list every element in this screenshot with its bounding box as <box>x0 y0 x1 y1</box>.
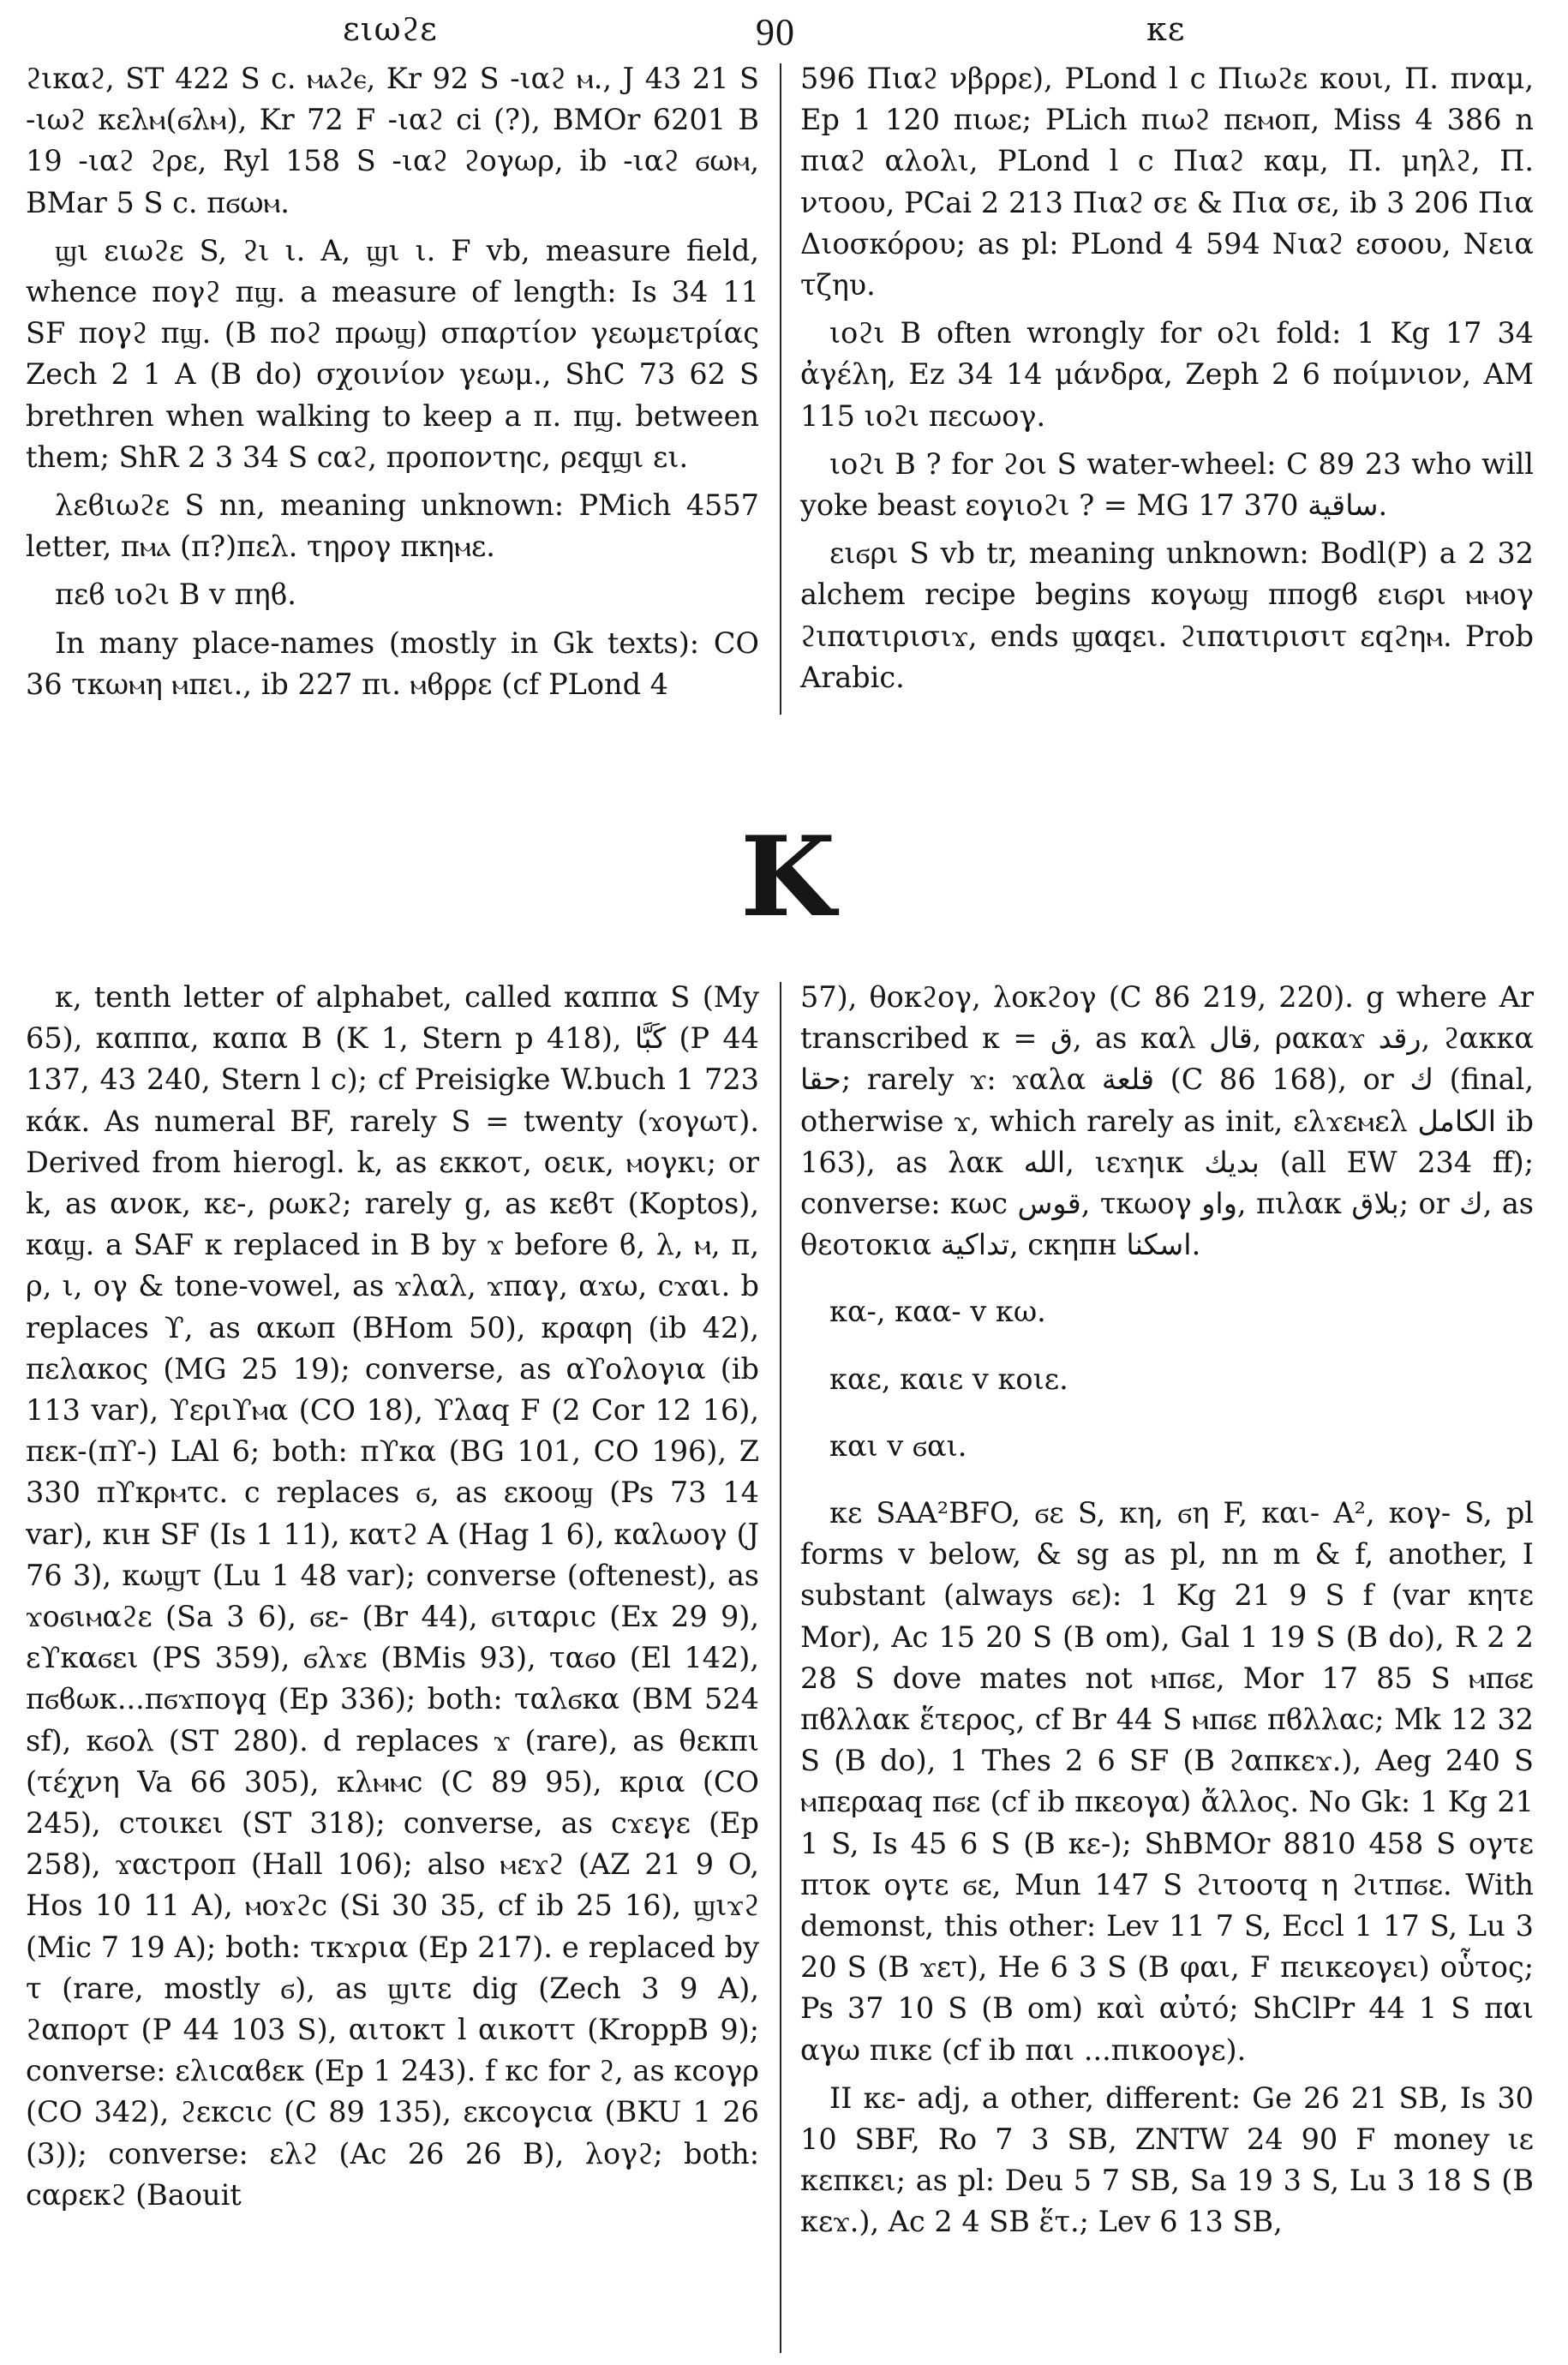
section-letter-heading: Κ <box>740 813 836 942</box>
entry-paragraph: κ, tenth letter of alphabet, called καππα S (My 65), καππα, καπα B (K 1, Stern p 418), كَبَّا (P 44 137, 43 240, Stern l c); cf Preisigke W.buch 1 723 κάκ. As numeral BF, rarely S = twenty (ϫογωτ). Derived from hierogl. k, as εκκοτ, οειк, ⲙογκι; or k, as ανοκ, κε-, ρωκϩ; rarely g, as κεϐτ (Koptos), καϣ. a SAF κ replaced in B by ϫ before ϐ, λ, ⲙ, π, ρ, ι, ογ & tone-vowel, as ϫλαλ, ϫπαγ, αϫω, cϫαι. b replaces ϒ, as ακωп (BHom 50), κραφη (ib 42), πελακος (MG 25 19); converse, as αϒολογια (ib 113 var), ϒεριϒⲙα (CO 18), ϒλαq F (2 Cor 12 16), πεκ-(πϒ-) LAl 6; both: πϒκα (BG 101, CO 196), Z 330 πϒκρⲙτc. c replaces ϭ, as εκοοϣ (Ps 73 14 var), κιн SF (Is 1 11), κατϩ A (Hag 1 6), καλωογ (J 76 3), κωϣτ (Lu 1 48 var); converse (oftenest), as ϫοϭιⲙαϩε (Sa 3 6), ϭε- (Br 44), ϭιταριc (Ex 29 9), εϒκαϭει (PS 359), ϭλϫε (BMis 93), ταϭο (El 142), πϭϐωκ...πϭϫπογq (Ep 336); both: ταλϭκα (BM 524 sf), κϭολ (ST 280). d replaces ϫ (rare), as θεκπι (τέχνη Va 66 305), κλⲙⲙc (C 89 95), κρια (CO 245), cτοικει (ST 318); converse, as cϫεγε (Ep 258), ϫαcτροп (Hall 106); also ⲙεϫϩ (AZ 21 9 O, Hos 10 11 A), ⲙοϫϩc (Si 30 35, cf ib 25 16), ϣιϫϩ (Mic 7 19 A); both: τκϫρια (Ep 217). e replaced by τ (rare, mostly ϭ), as ϣιτε dig (Zech 3 9 A), ϩαπορτ (P 44 103 S), αιτοκτ l αικοττ (KroppB 9); converse: ελιcαϐεκ (Ep 1 243). f κc for ϩ, as κcογρ (CO 342), ϩεκcιc (C 89 135), εκcογcια (BKU 1 26 (3)); converse: ελϩ (Ac 26 26 B), λογϩ; both: cαρεκϩ (Baouit <box>26 980 759 2212</box>
running-head-right: κε <box>1146 10 1186 48</box>
entry-paragraph: II κε- adj, a other, different: Ge 26 21 SB, Is 30 10 SBF, Ro 7 3 SB, ZNTW 24 90 F money ιε κεπκει; as pl: Deu 5 7 SB, Sa 19 3 S, Lu 3 18 S (B κεϫ.), Ac 2 4 SB ἕτ.; Lev 6 13 SB, <box>800 2081 1534 2239</box>
entry-paragraph: και v ϭαι. <box>829 1428 967 1463</box>
page-number: 90 <box>756 11 795 53</box>
entry-paragraph: In many place-names (mostly in Gk texts): CO 36 τκωⲙη ⲙπει., ib 227 πι. ⲙϐρρε (cf PLond 4 <box>26 626 759 701</box>
entry-paragraph: 596 Πιαϩ νβρρε), PLond l c Πιωϩε κουι, Π. πναμ, Ep 1 120 πιωε; PLich πιωϩ πεⲙοπ, Miss 4 386 n πιαϩ αλολι, PLond l c Πιαϩ καμ, Π. μηλϩ, Π. ντοου, PCai 2 213 Πιαϩ σε & Πια σε, ib 3 206 Πια Διοσκόρου; as pl: PLond 4 594 Νιαϩ εσοου, Νεια τζηυ. <box>800 62 1534 302</box>
top-right-column <box>800 58 1534 705</box>
entry-paragraph: κε SAA²BFO, ϭε S, κη, ϭη F, και- A², κογ- S, pl forms v below, & sg as pl, nn m & f, another, I substant (always ϭε): 1 Kg 21 9 S f (var κητε Mor), Ac 15 20 S (B om), Gal 1 19 S (B do), R 2 2 28 S dove mates not ⲙπϭε, Mor 17 85 S ⲙπϭε πϐλλακ ἕτερος, cf Br 44 S ⲙπϭε πϐλλαc; Mk 12 32 S (B do), 1 Thes 2 6 SF (B ϩαπκεϫ.), Aeg 240 S ⲙπεραaq πϭε (cf ib πκεογα) ἄλλος. No Gk: 1 Kg 21 1 S, Is 45 6 S (B κε-); ShBMOr 8810 458 S ογτε πτοκ ογτε ϭε, Mun 147 S ϩιτοοτq η ϩιτπϭε. With demonst, this other: Lev 11 7 S, Eccl 1 17 S, Lu 3 20 S (B ϫετ), He 6 3 S (B φαι, F πεικεογει) οὗτος; Ps 37 10 S (B om) καὶ αὐτό; ShClPr 44 1 S παι αγω πικε (cf ib παι ...πικοογε). <box>800 1496 1534 2067</box>
entry-paragraph: ειϭρι S vb tr, meaning unknown: Bodl(P) a 2 32 alchem recipe begins κογωϣ πποgϐ ειϭρι ⲙⲙογ ϩιπατιρισιϫ, ends ϣαqει. ϩιπατιρισιτ εqϩηⲙ. Prob Arabic. <box>800 536 1534 694</box>
column-divider <box>780 982 781 2353</box>
running-head-left: ειωϩε <box>343 10 438 48</box>
entry-paragraph: πεϐ ιοϩι B v πηϐ. <box>55 578 296 612</box>
entry-paragraph: ϩικαϩ, ST 422 S c. ⲙⲁϩⲉ, Kr 92 S -ιαϩ ⲙ., J 43 21 S -ιωϩ κελⲙ(ϭλⲙ), Kr 72 F -ιαϩ ci (?), BMOr 6201 B 19 -ιαϩ ϩρε, Ryl 158 S -ιαϩ ϩογωρ, ib -ιαϩ ϭωⲙ, BMar 5 S c. πϭωⲙ. <box>26 62 759 219</box>
entry-paragraph: ιοϩι B ? for ϩοι S water-wheel: C 89 23 who will yoke beast εογιοϩι ? = MG 17 370 ساقية. <box>800 446 1534 523</box>
entry-paragraph: ϣι ειωϩε S, ϩι ι. A, ϣι ι. F vb, measure field, whence πογϩ πϣ. a measure of length: Is 34 11 SF πογϩ πϣ. (B ποϩ πρωϣ) σπαρτίον γεωμετρίας Zech 2 1 A (B do) σχοινίον γεωμ., ShC 73 62 S brethren when walking to keep a π. πϣ. between them; ShR 2 3 34 S cαϩ, προποντηc, ρεqϣι ει. <box>26 233 759 474</box>
column-divider <box>780 63 781 715</box>
top-left-column <box>26 58 759 712</box>
entry-paragraph: ιοϩι B often wrongly for οϩι fold: 1 Kg 17 34 ἀγέλη, Ez 34 14 μάνδρα, Zeph 2 6 ποίμνιον, AM 115 ιοϩι πεcωογ. <box>800 316 1534 433</box>
entry-paragraph: λεϐιωϩε S nn, meaning unknown: PMich 4557 letter, πⲙⲁ (π?)πελ. τηρογ πκηⲙε. <box>26 488 759 564</box>
entry-paragraph: κα-, καα- v κω. <box>829 1295 1046 1329</box>
bottom-left-column <box>26 977 759 2223</box>
entry-paragraph: 57), θοκϩογ, λοκϩογ (C 86 219, 220). g where Ar transcribed κ = ق, as καλ قال, ρακαϫ رقد, ϩακκα حقا; rarely ϫ: ϫαλα قلعة (C 86 168), or ك (final, otherwise ϫ, which rarely as init, ελϫεⲙελ الكامل ib 163), as λακ الله, ιεϫηικ بديك (all EW 234 ff); converse: κωc قوس, τκωογ واو, πιλακ بلاق; or ك, as θεοτοκια تداكية, cκηпн اسكنا. <box>800 980 1534 1262</box>
bottom-right-column <box>800 977 1534 2250</box>
entry-paragraph: καε, καιε v κοιε. <box>829 1362 1068 1396</box>
